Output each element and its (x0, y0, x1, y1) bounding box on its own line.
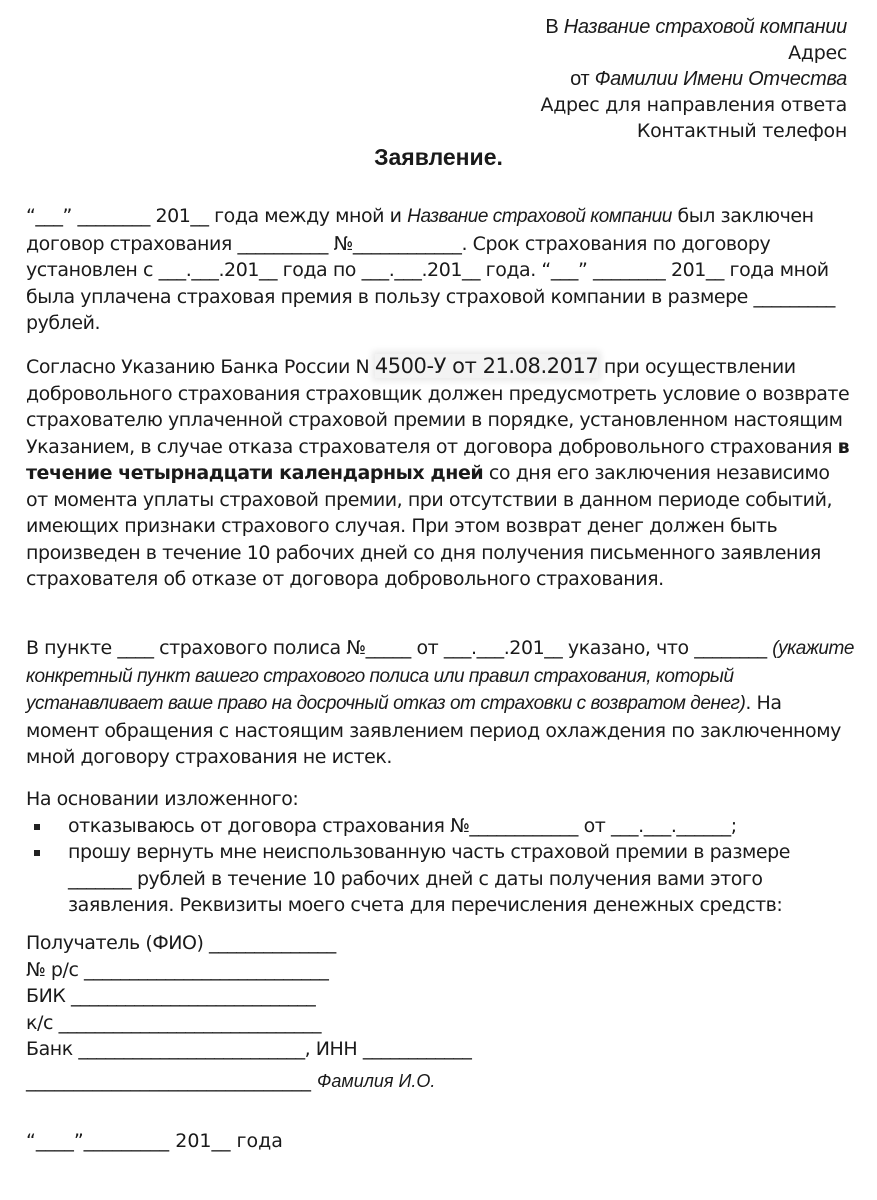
p2-bold-term: в течение четырнадцати календарных дней (26, 435, 850, 484)
p1-text-1: “___” ________ 201__ года между мной и (26, 205, 408, 227)
full-name-placeholder: Фамилии Имени Отчества (594, 68, 847, 90)
paragraph-policy-clause (26, 635, 856, 771)
paragraph-legal-basis (26, 353, 856, 593)
p2-text-1: Согласно Указанию Банка России N (26, 356, 375, 378)
bank-inn-field: Банк _________________________, ИНН ____________ (26, 1038, 472, 1060)
bullet-icon (34, 850, 40, 856)
paragraph-demands (26, 786, 856, 919)
addressee-block (541, 14, 847, 144)
list-item (26, 839, 856, 919)
bik-field: БИК ___________________________ (26, 985, 316, 1007)
p1-company-name: Название страховой компании (407, 206, 672, 227)
addressee-address: Адрес (788, 42, 847, 64)
paragraph-contract (26, 203, 856, 337)
demands-intro: На основании изложенного: (26, 788, 299, 810)
signature-line (26, 1070, 435, 1092)
document-title: Заявление. (374, 144, 503, 170)
p2-text-3: со дня его заключения независимо от момента уплаты страховой премии, при отсутствии в данном периоде событий, имеющих признаки страхового случая. При этом возврат денег должен быть произведен в течение 10 рабочих дней со дня получения письменного заявления страхователя об отказе от договора добровольного страхования. (26, 462, 833, 590)
list-item (26, 813, 856, 840)
signature-name: Фамилия И.О. (317, 1071, 436, 1091)
account-field: № р/с ___________________________ (26, 958, 329, 981)
to-prefix: В (545, 16, 564, 38)
signature-blank: ______________________________ (26, 1070, 318, 1092)
demand-text: отказываюсь от договора страхования №____________ от ___.___.______; (68, 814, 737, 837)
demand-text: прошу вернуть мне неиспользованную часть страховой премии в размере _______ рублей в течение 10 рабочих дней с даты получения вами этого заявления. Реквизиты моего счета для перечисления денежных средств: (68, 841, 790, 916)
p1-text-2: был заключен договор страхования __________ №____________. Срок страхования по договору установлен с ___.___.201__ года по ___.___.201__ года. “___” ________ 201__ года мной была уплачена страховая премия в пользу страховой компании в размере _________ рублей. (26, 205, 835, 334)
bank-requisites (26, 930, 471, 1063)
p3-instruction: (укажите конкретный пункт вашего страхового полиса или правил страхования, который устанавливает ваше право на досрочный отказ от страховки с возвратом денег) (26, 638, 855, 714)
p3-text-1: В пункте ____ страхового полиса №_____ от ___.___.201__ указано, что ________ (26, 637, 773, 659)
addressee-company (541, 14, 847, 40)
p2-text-2: при осуществлении добровольного страхования страховщик должен предусмотреть условие о возврате страхователю уплаченной страховой премии в порядке, установленном настоящим Указанием, в случае отказа страхователя от договора добровольного страхования (26, 356, 850, 458)
sender-name (541, 66, 847, 92)
reply-address: Адрес для направления ответа (540, 94, 847, 116)
corr-account-field: к/с _____________________________ (26, 1011, 322, 1034)
p3-text-2: . На момент обращения с настоящим заявлением период охлаждения по заключенному мной договору страхования не истек. (26, 692, 841, 768)
from-prefix: от (570, 68, 595, 90)
bullet-icon (34, 824, 40, 830)
company-name-placeholder: Название страховой компании (563, 16, 847, 38)
demands-list (26, 813, 856, 919)
recipient-field: Получатель (ФИО) ______________ (26, 932, 336, 954)
date-line: “____”_________ 201__ года (26, 1130, 283, 1152)
contact-phone: Контактный телефон (636, 120, 847, 142)
decree-reference: 4500-У от 21.08.2017 (374, 354, 599, 378)
